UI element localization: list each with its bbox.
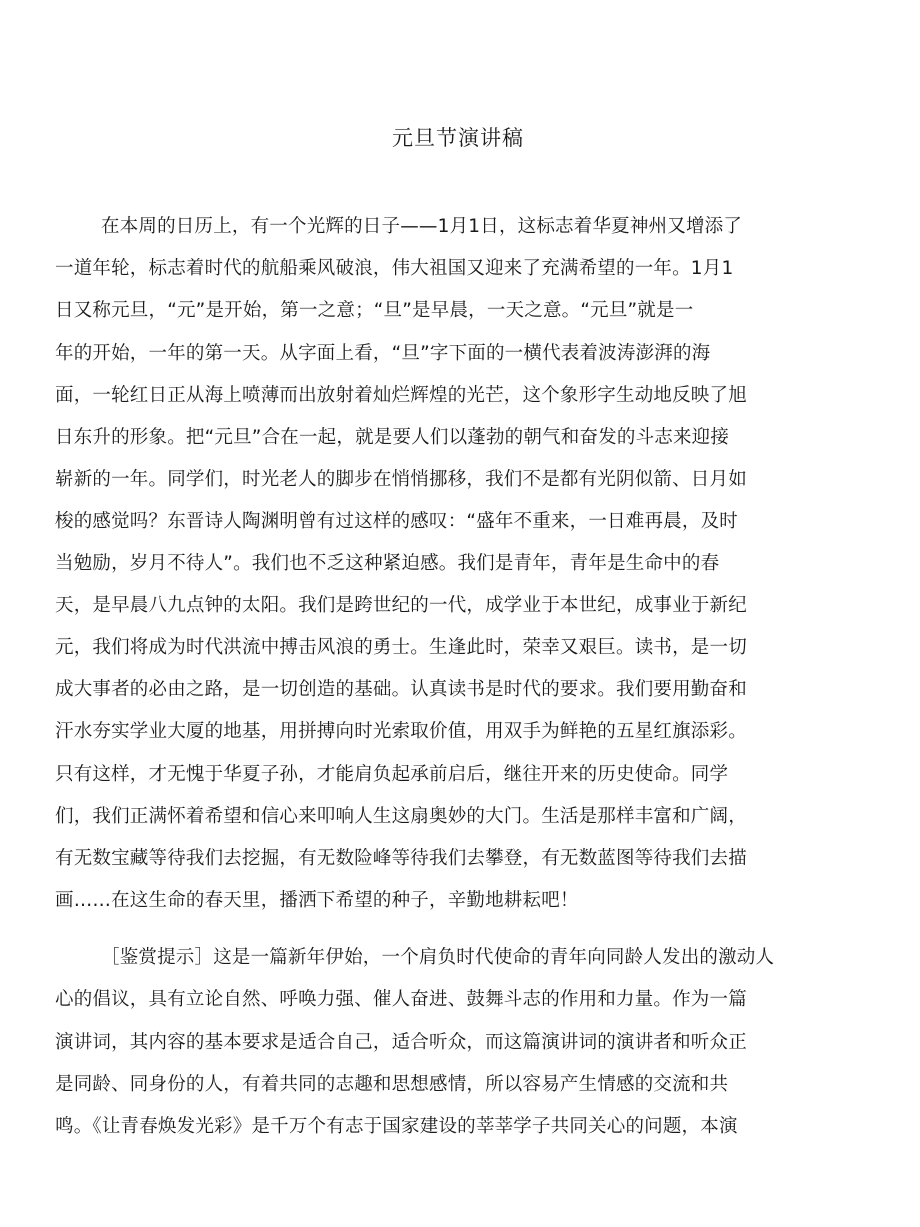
paragraph1-line: 一道年轮，标志着时代的航船乘风破浪，伟大祖国又迎来了充满希望的一年。1月1 xyxy=(55,258,734,279)
paragraph1-line: 年的开始，一年的第一天。从字面上看，“旦”字下面的一横代表着波涛澎湃的海 xyxy=(55,343,711,364)
paragraph1-line: 成大事者的必由之路，是一切创造的基础。认真读书是时代的要求。我们要用勤奋和 xyxy=(55,679,747,700)
paragraph1-line: 梭的感觉吗？东晋诗人陶渊明曾有过这样的感叹：“盛年不重来，一日难再晨，及时 xyxy=(55,511,738,532)
paragraph1-line: 当勉励，岁月不待人”。我们也不乏这种紧迫感。我们是青年，青年是生命中的春 xyxy=(55,553,720,574)
paragraph1-line: 崭新的一年。同学们，时光老人的脚步在悄悄挪移，我们不是都有光阴似箭、日月如 xyxy=(55,469,747,490)
paragraph1-line: 画……在这生命的春天里，播洒下希望的种子，辛勤地耕耘吧！ xyxy=(55,890,579,911)
paragraph1-line: 日东升的形象。把“元旦”合在一起，就是要人们以蓬勃的朝气和奋发的斗志来迎接 xyxy=(55,427,730,448)
document-title: 元旦节演讲稿 xyxy=(392,126,524,150)
paragraph2-line: 演讲词，其内容的基本要求是适合自己，适合听众，而这篇演讲词的演讲者和听众正 xyxy=(55,1032,747,1053)
paragraph1-line: 只有这样，才无愧于华夏子孙，才能肩负起承前启后，继往开来的历史使命。同学 xyxy=(55,764,729,785)
paragraph2-line: 心的倡议，具有立论自然、呼唤力强、催人奋进、鼓舞斗志的作用和力量。作为一篇 xyxy=(55,989,747,1010)
paragraph1-line: 有无数宝藏等待我们去挖掘，有无数险峰等待我们去攀登，有无数蓝图等待我们去描 xyxy=(55,848,747,869)
paragraph1-line: 在本周的日历上，有一个光辉的日子——1月1日，这标志着华夏神州又增添了 xyxy=(101,216,743,237)
paragraph2-line: 鸣。《让青春焕发光彩》是千万个有志于国家建设的莘莘学子共同关心的问题，本演 xyxy=(55,1116,738,1137)
paragraph1-line: 们，我们正满怀着希望和信心来叩响人生这扇奥妙的大门。生活是那样丰富和广阔， xyxy=(55,806,747,827)
paragraph1-line: 日又称元旦，“元”是开始，第一之意；“旦”是早晨，一天之意。“元旦”就是一 xyxy=(55,300,694,321)
paragraph1-line: 元，我们将成为时代洪流中搏击风浪的勇士。生逢此时，荣幸又艰巨。读书，是一切 xyxy=(55,637,747,658)
paragraph2-line: 是同龄、同身份的人，有着共同的志趣和思想感情，所以容易产生情感的交流和共 xyxy=(55,1074,729,1095)
paragraph1-line: 汗水夯实学业大厦的地基，用拼搏向时光索取价值，用双手为鲜艳的五星红旗添彩。 xyxy=(55,721,747,742)
paragraph1-line: 天，是早晨八九点钟的太阳。我们是跨世纪的一代，成学业于本世纪，成事业于新纪 xyxy=(55,595,747,616)
paragraph1-line: 面，一轮红日正从海上喷薄而出放射着灿烂辉煌的光芒，这个象形字生动地反映了旭 xyxy=(55,385,747,406)
paragraph2-line: ［鉴赏提示］这是一篇新年伊始，一个肩负时代使命的青年向同龄人发出的激动人 xyxy=(101,947,775,968)
